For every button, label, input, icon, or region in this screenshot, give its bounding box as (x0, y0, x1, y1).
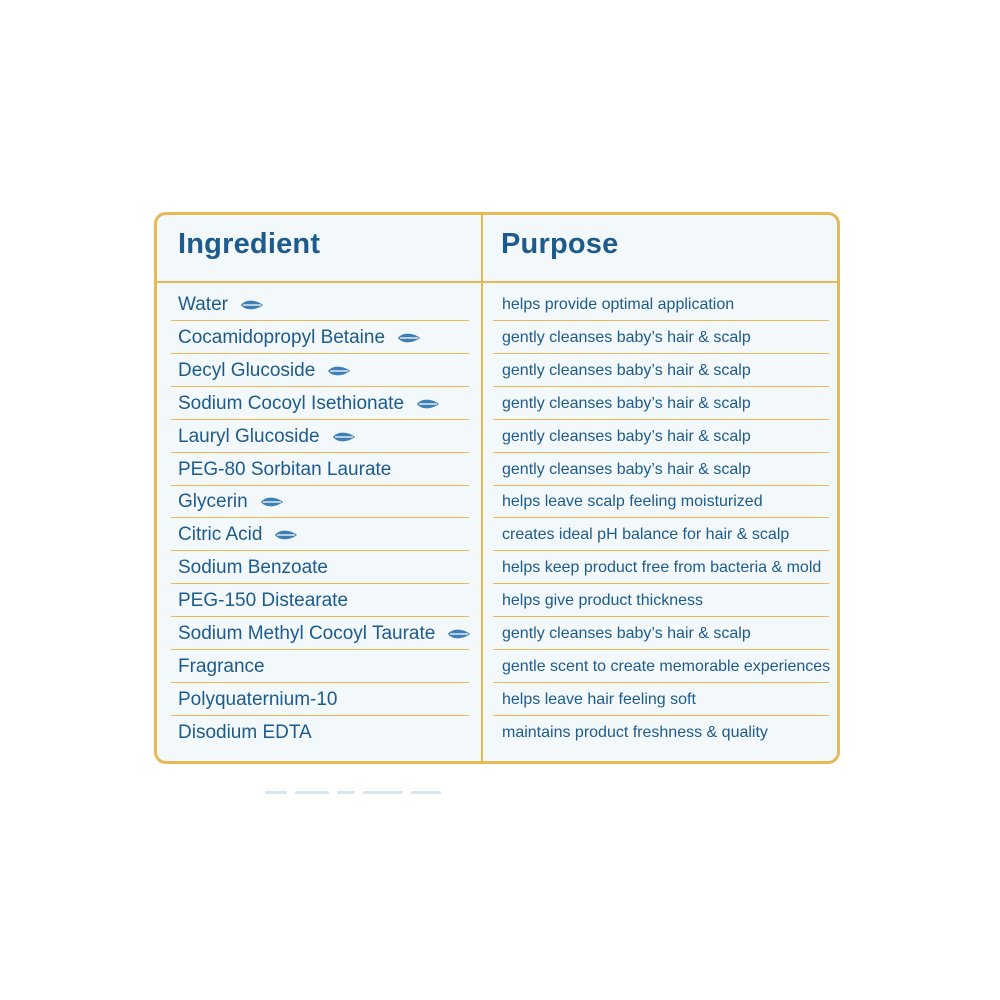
ingredient-name: Citric Acid (178, 524, 263, 546)
ingredient-name: Cocamidopropyl Betaine (178, 326, 386, 348)
leaf-icon (397, 332, 421, 344)
ingredient-cell (178, 489, 284, 515)
purpose-cell: gently cleanses baby’s hair & scalp (502, 361, 751, 379)
ingredient-name: PEG-80 Sorbitan Laurate (178, 458, 392, 480)
ingredient-cell (178, 457, 391, 483)
ingredient-cell (178, 522, 298, 548)
table-row (157, 288, 837, 321)
table-row (157, 321, 837, 354)
ingredient-name: Decyl Glucoside (178, 359, 316, 381)
ingredient-name: Glycerin (178, 491, 248, 513)
ingredient-cell (178, 292, 264, 318)
ingredient-cell (178, 358, 351, 384)
purpose-cell: gently cleanses baby’s hair & scalp (502, 394, 751, 412)
table-row (157, 650, 837, 683)
purpose-cell: helps provide optimal application (502, 296, 735, 313)
table-row (157, 485, 837, 518)
header-ingredient: Ingredient (178, 228, 321, 260)
table-row (157, 617, 837, 650)
leaf-icon (447, 628, 471, 640)
ingredient-cell (178, 555, 328, 581)
purpose-cell: helps leave hair feeling soft (502, 690, 696, 708)
table-row (157, 716, 837, 749)
ingredient-cell (178, 720, 312, 746)
purpose-cell: gently cleanses baby’s hair & scalp (502, 328, 751, 346)
table-row (157, 584, 837, 617)
table-row (157, 354, 837, 387)
purpose-cell: helps leave scalp feeling moisturized (502, 493, 763, 511)
table-row (157, 387, 837, 420)
ingredient-name: Fragrance (178, 655, 265, 677)
purpose-cell: gentle scent to create memorable experiences (502, 657, 831, 675)
ingredient-cell (178, 654, 265, 680)
ingredient-table (154, 212, 840, 764)
ingredient-cell (178, 687, 337, 713)
leaf-icon (416, 398, 440, 410)
leaf-icon (327, 365, 351, 377)
ingredient-name: Sodium Methyl Cocoyl Taurate (178, 623, 436, 644)
ingredient-name: Sodium Benzoate (178, 557, 328, 579)
ingredient-name: Lauryl Glucoside (178, 425, 320, 447)
ingredient-cell (178, 588, 348, 614)
ingredient-name: Water (178, 294, 228, 315)
faded-footnote-marks (265, 787, 455, 799)
ingredient-cell (178, 391, 440, 417)
header-purpose: Purpose (501, 228, 619, 260)
purpose-cell: creates ideal pH balance for hair & scalp (502, 526, 790, 544)
ingredient-name: PEG-150 Distearate (178, 590, 349, 612)
ingredient-cell (178, 424, 356, 450)
ingredient-cell (178, 325, 421, 351)
table-row (157, 453, 837, 486)
table-header (157, 215, 837, 283)
purpose-cell: gently cleanses baby’s hair & scalp (502, 427, 751, 445)
purpose-cell: helps give product thickness (502, 592, 703, 610)
leaf-icon (260, 496, 284, 508)
purpose-cell: maintains product freshness & quality (502, 723, 768, 741)
leaf-icon (332, 431, 356, 443)
leaf-icon (240, 299, 264, 311)
purpose-cell: gently cleanses baby’s hair & scalp (502, 625, 751, 642)
purpose-cell: helps keep product free from bacteria & mold (502, 559, 822, 577)
ingredient-cell (178, 621, 471, 647)
table-row (157, 518, 837, 551)
table-row (157, 420, 837, 453)
table-row (157, 551, 837, 584)
ingredient-name: Sodium Cocoyl Isethionate (178, 392, 405, 414)
leaf-icon (274, 529, 298, 541)
purpose-cell: gently cleanses baby’s hair & scalp (502, 460, 751, 478)
ingredient-name: Polyquaternium-10 (178, 688, 338, 710)
ingredient-name: Disodium EDTA (178, 721, 312, 743)
table-row (157, 683, 837, 716)
